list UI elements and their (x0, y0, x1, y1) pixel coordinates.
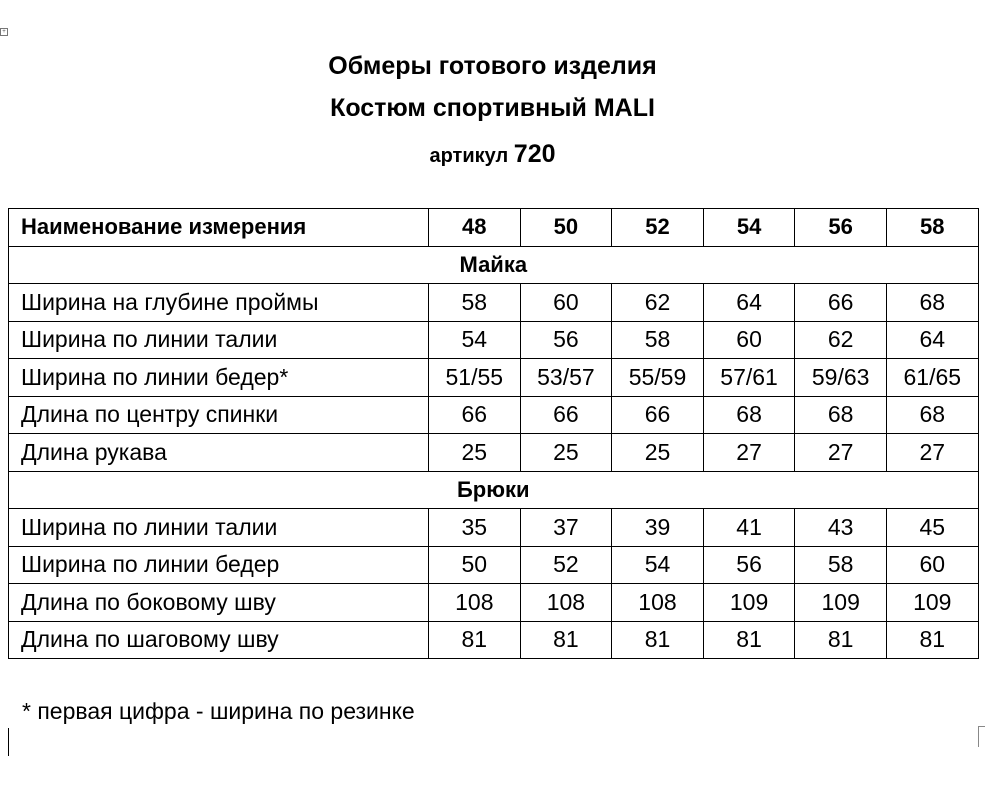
measurement-value: 66 (520, 396, 612, 434)
measurement-value: 81 (429, 621, 521, 659)
measurement-value: 56 (520, 321, 612, 359)
measurement-value: 27 (795, 434, 887, 472)
measurement-value: 54 (429, 321, 521, 359)
measurement-value: 64 (886, 321, 978, 359)
table-row (9, 434, 979, 472)
section-title-trousers: Брюки (9, 471, 979, 509)
measurement-value: 45 (886, 509, 978, 547)
measurement-label: Длина по шаговому шву (9, 621, 429, 659)
measurement-value: 108 (429, 584, 521, 622)
table-row (9, 359, 979, 397)
measurement-value: 81 (795, 621, 887, 659)
table-row (9, 396, 979, 434)
measurement-value: 68 (886, 284, 978, 322)
measurement-value: 68 (703, 396, 795, 434)
measurement-label: Ширина на глубине проймы (9, 284, 429, 322)
section-title-shirt: Майка (9, 246, 979, 284)
measurement-value: 25 (429, 434, 521, 472)
measurement-label: Ширина по линии талии (9, 509, 429, 547)
measurement-value: 62 (612, 284, 704, 322)
measurement-value: 64 (703, 284, 795, 322)
measurement-value: 56 (703, 546, 795, 584)
header-row (9, 209, 979, 247)
header-size: 58 (886, 209, 978, 247)
measurement-value: 108 (520, 584, 612, 622)
measurement-value: 81 (612, 621, 704, 659)
table-row (9, 621, 979, 659)
measurement-value: 66 (612, 396, 704, 434)
measurements-table (8, 208, 979, 659)
measurement-value: 54 (612, 546, 704, 584)
table-row (9, 284, 979, 322)
measurement-value: 50 (429, 546, 521, 584)
measurement-value: 43 (795, 509, 887, 547)
measurement-value: 25 (520, 434, 612, 472)
header-size: 54 (703, 209, 795, 247)
document-title: Обмеры готового изделия (328, 52, 657, 80)
measurement-value: 25 (612, 434, 704, 472)
measurement-value: 108 (612, 584, 704, 622)
measurement-label: Длина по боковому шву (9, 584, 429, 622)
measurement-value: 60 (886, 546, 978, 584)
measurement-value: 41 (703, 509, 795, 547)
measurement-value: 66 (429, 396, 521, 434)
measurement-value: 57/61 (703, 359, 795, 397)
header-size: 50 (520, 209, 612, 247)
table-row (9, 546, 979, 584)
measurement-value: 27 (703, 434, 795, 472)
measurement-value: 66 (795, 284, 887, 322)
measurement-value: 51/55 (429, 359, 521, 397)
article-line (0, 140, 985, 169)
measurement-value: 81 (703, 621, 795, 659)
measurement-value: 39 (612, 509, 704, 547)
text-cursor (8, 728, 9, 756)
measurement-value: 59/63 (795, 359, 887, 397)
measurement-label: Ширина по линии бедер (9, 546, 429, 584)
measurement-value: 35 (429, 509, 521, 547)
measurement-value: 58 (429, 284, 521, 322)
measurement-value: 81 (520, 621, 612, 659)
measurement-value: 68 (886, 396, 978, 434)
header-size: 48 (429, 209, 521, 247)
measurement-value: 60 (703, 321, 795, 359)
measurement-label: Ширина по линии талии (9, 321, 429, 359)
section-row (9, 471, 979, 509)
measurement-value: 52 (520, 546, 612, 584)
section-row (9, 246, 979, 284)
measurement-value: 61/65 (886, 359, 978, 397)
measurement-value: 60 (520, 284, 612, 322)
measurement-value: 55/59 (612, 359, 704, 397)
header-measurement-name: Наименование измерения (9, 209, 429, 247)
measurement-label: Длина по центру спинки (9, 396, 429, 434)
measurement-value: 58 (612, 321, 704, 359)
measurement-label: Длина рукава (9, 434, 429, 472)
measurement-value: 81 (886, 621, 978, 659)
footnote: * первая цифра - ширина по резинке (22, 698, 415, 724)
table-row (9, 321, 979, 359)
page-corner-mark (978, 726, 985, 747)
measurement-value: 37 (520, 509, 612, 547)
measurement-value: 68 (795, 396, 887, 434)
measurement-value: 109 (886, 584, 978, 622)
table-row (9, 584, 979, 622)
measurement-value: 58 (795, 546, 887, 584)
header-size: 56 (795, 209, 887, 247)
product-name: Костюм спортивный MALI (330, 94, 655, 122)
article-label: артикул (429, 145, 509, 167)
measurement-value: 62 (795, 321, 887, 359)
table-move-handle-icon[interactable]: + (0, 28, 8, 36)
table-row (9, 509, 979, 547)
article-number: 720 (513, 140, 556, 168)
measurement-value: 27 (886, 434, 978, 472)
measurement-value: 109 (795, 584, 887, 622)
header-size: 52 (612, 209, 704, 247)
measurement-value: 53/57 (520, 359, 612, 397)
measurement-label: Ширина по линии бедер* (9, 359, 429, 397)
measurement-value: 109 (703, 584, 795, 622)
